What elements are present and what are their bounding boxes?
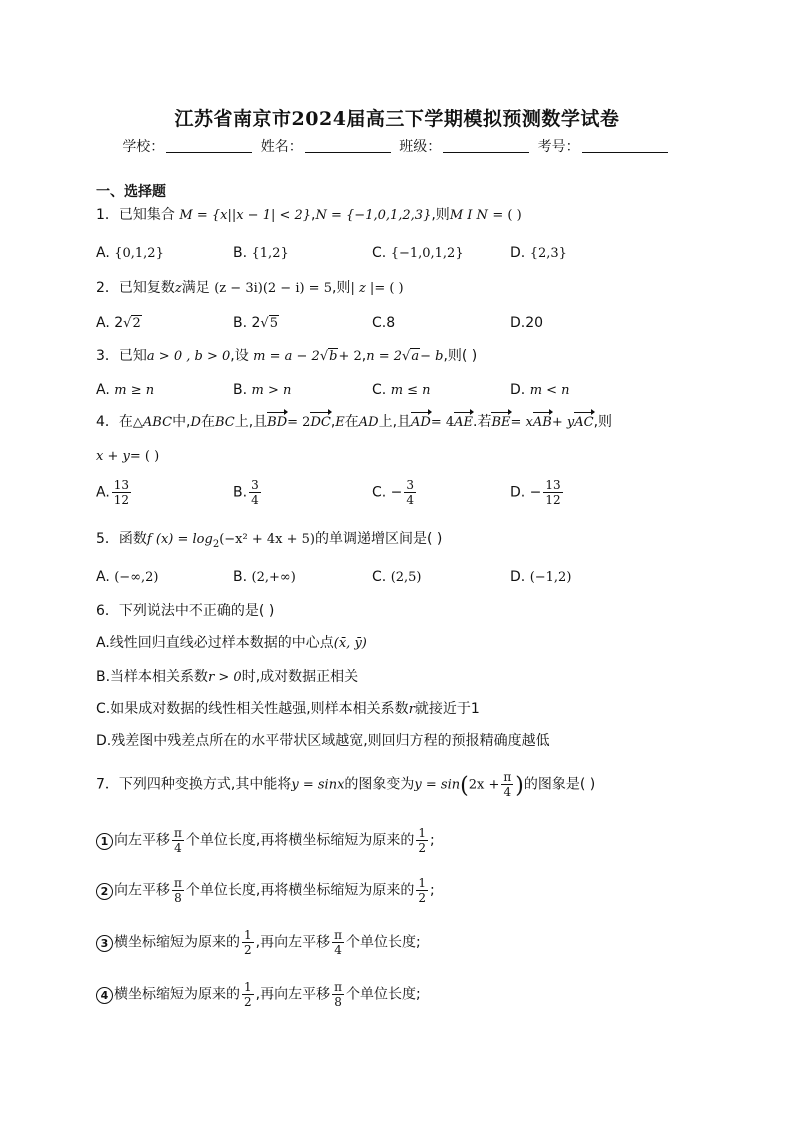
page-title: 江苏省南京市2024届高三下学期模拟预测数学试卷 [174, 108, 620, 130]
question-2-option-d[interactable]: D.20 [510, 315, 544, 331]
question-4-option-d[interactable]: D. − $\frac{13}{12}$ [510, 478, 561, 507]
question-7-item-2[interactable]: 2 向左平移 $\frac{\pi}{8}$ 个单位长度,再将横坐标缩短为原来的 $\frac{1}{2}$ ; [96, 876, 435, 905]
question-7-item-1[interactable]: 1 向左平移 $\frac{\pi}{4}$ 个单位长度,再将横坐标缩短为原来的 $\frac{1}{2}$ ; [96, 826, 435, 855]
question-1-option-d[interactable]: D. {2,3} [510, 245, 567, 261]
question-3-stem: 3．已知a > 0 , b > 0,设 m = a − 2√b+ 2,n = 2√a− b,则( ) [96, 348, 478, 364]
question-7-stem: 7．下列四种变换方式,其中能将y = sinx的图象变为y = sin(2x + $\frac{\pi}{4}$ )的图象是( ) [96, 770, 596, 799]
question-5-stem: 5．函数f $(x) = \log_2(-x^2 + 4x + 5)$的单调递增区间是( ) [96, 531, 443, 550]
question-5-option-c[interactable]: C. (2,5) [372, 569, 422, 585]
question-4-option-c[interactable]: C. − $\frac{3}{4}$ [372, 478, 415, 507]
question-4-option-b[interactable]: B. $\frac{3}{4}$ [233, 478, 259, 507]
student-info-row [0, 136, 794, 156]
question-7-item-4[interactable]: 4 横坐标缩短为原来的 $\frac{1}{2}$ ,再向左平移 $\frac{\pi}{8}$ 个单位长度; [96, 980, 421, 1009]
question-6-option-c[interactable]: C.如果成对数据的线性相关性越强,则样本相关系数r就接近于1 [96, 701, 480, 717]
class-label: 班级： [399, 139, 442, 155]
question-1-stem: 1．已知集合 M = {x||x − 1| < 2},N = {−1,0,1,2,3},则M I N = ( ) [96, 207, 522, 223]
question-1-option-a[interactable]: A. {0,1,2} [96, 245, 164, 261]
question-3-option-d[interactable]: D. m < n [510, 382, 570, 398]
question-1-option-b[interactable]: B. {1,2} [233, 245, 289, 261]
class-blank[interactable] [443, 138, 529, 153]
question-6-option-d[interactable]: D.残差图中残差点所在的水平带状区域越宽,则回归方程的预报精确度越低 [96, 733, 550, 749]
school-label: 学校： [122, 139, 165, 155]
question-5-option-a[interactable]: A. (−∞,2) [96, 569, 159, 585]
question-1-option-c[interactable]: C. {−1,0,1,2} [372, 245, 464, 261]
question-6-option-a[interactable]: A.线性回归直线必过样本数据的中心点(x̄, ȳ) [96, 635, 367, 651]
question-3-option-c[interactable]: C. m ≤ n [372, 382, 431, 398]
question-4-option-a[interactable]: A. $\frac{13}{12}$ [96, 478, 130, 507]
circled-number-3: 3 [96, 935, 113, 952]
question-7-item-3[interactable]: 3 横坐标缩短为原来的 $\frac{1}{2}$ ,再向左平移 $\frac{\pi}{4}$ 个单位长度; [96, 928, 421, 957]
exam-no-label: 考号： [537, 139, 580, 155]
question-3-option-a[interactable]: A. m ≥ n [96, 382, 155, 398]
question-2-option-a[interactable]: A. 2√2 [96, 315, 141, 331]
name-label: 姓名： [260, 139, 303, 155]
question-6-stem: 6．下列说法中不正确的是( ) [96, 603, 275, 619]
question-2-stem: 2．已知复数z满足 (z − 3i)(2 − i) = 5,则| z |= ( ) [96, 280, 404, 296]
circled-number-2: 2 [96, 883, 113, 900]
question-2-option-b[interactable]: B. 2√5 [233, 315, 278, 331]
circled-number-4: 4 [96, 987, 113, 1004]
question-4-stem: 4．在△ABC中,D在BC上,且BD= 2DC,E在AD上,且AD= 4AE.若BE= xAB+ yAC,则 [96, 412, 612, 433]
name-blank[interactable] [305, 138, 391, 153]
question-3-option-b[interactable]: B. m > n [233, 382, 292, 398]
question-2-option-c[interactable]: C.8 [372, 315, 396, 331]
section-heading: 一、选择题 [96, 184, 166, 200]
circled-number-1: 1 [96, 833, 113, 850]
question-5-option-d[interactable]: D. (−1,2) [510, 569, 572, 585]
question-4-stem-line2: x + y= ( ) [96, 449, 160, 464]
question-5-option-b[interactable]: B. (2,+∞) [233, 569, 296, 585]
school-blank[interactable] [166, 138, 252, 153]
exam-no-blank[interactable] [582, 138, 668, 153]
question-6-option-b[interactable]: B.当样本相关系数r > 0时,成对数据正相关 [96, 669, 359, 685]
